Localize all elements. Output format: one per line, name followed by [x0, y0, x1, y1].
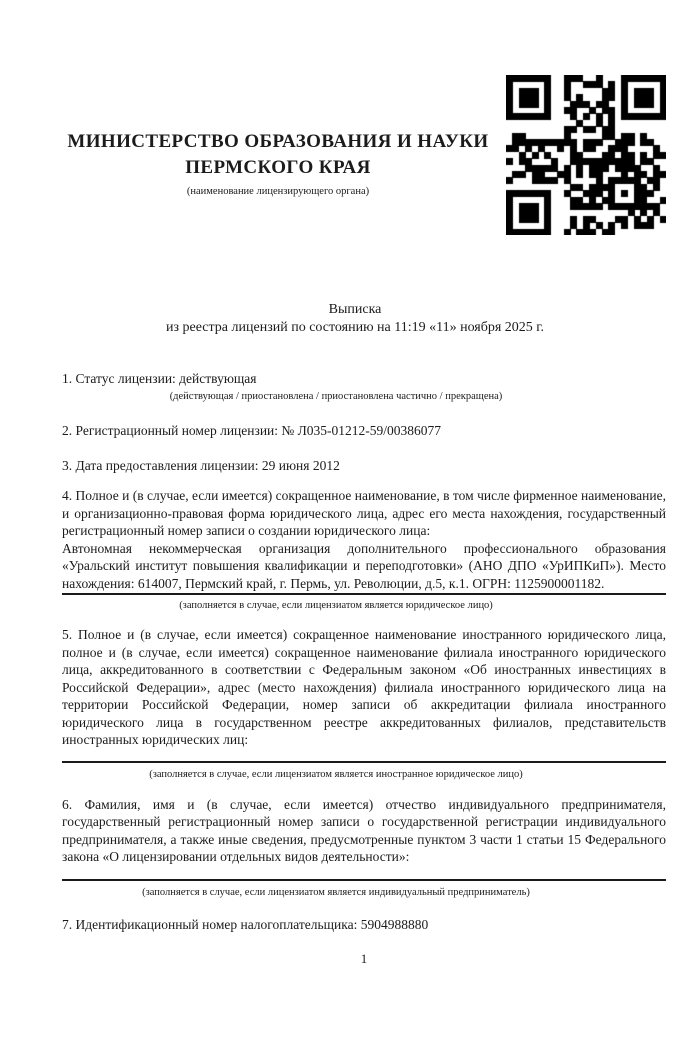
qr-code-icon	[506, 75, 666, 235]
section-1-license-status: 1. Статус лицензии: действующая	[62, 371, 257, 386]
ministry-name-line2: ПЕРМСКОГО КРАЯ	[185, 157, 371, 178]
section-4-caption: (заполняется в случае, если лицензиатом является юридическое лицо)	[179, 600, 493, 611]
ministry-name-line1: МИНИСТЕРСТВО ОБРАЗОВАНИЯ И НАУКИ	[67, 131, 489, 152]
section-5-foreign-entity	[62, 626, 666, 781]
section-5-text: 5. Полное и (в случае, если имеется) сокращенное наименование иностранного юридического лица, полное и (в случае, если имеется) сокращенное наименование филиала иностранного юридического лица, аккредитованного в соответствии с Федеральным законом «Об иностранных инвестициях в Российской Федерации», адрес (место нахождения) филиала иностранного юридического лица на территории Российской Федерации, номер записи об аккредитации филиала иностранного юридического лица в государственном реестре аккредитованных филиалов, представительств иностранных юридических лиц:	[62, 627, 666, 747]
section-6-individual-entrepreneur	[62, 796, 666, 899]
section-6-caption: (заполняется в случае, если лицензиатом является индивидуальный предприниматель)	[142, 886, 530, 898]
section-3-grant-date: 3. Дата предоставления лицензии: 29 июня 2012	[62, 458, 340, 473]
section-6-text: 6. Фамилия, имя и (в случае, если имеется) отчество индивидуального предпринимателя, государственный регистрационный номер записи о государственной регистрации индивидуального предпринимателя, а также иные сведения, предусмотренные пунктом 3 части 1 статьи 15 Федерального закона «О лицензировании отдельных видов деятельности»:	[62, 796, 666, 864]
authority-caption: (наименование лицензирующего органа)	[186, 186, 370, 197]
document-title	[62, 301, 648, 337]
document-header	[62, 75, 666, 235]
section-4-legal-entity	[62, 487, 666, 612]
page-number: 1	[360, 950, 368, 966]
section-4-fill-line	[62, 593, 666, 595]
section-7-taxpayer-number: 7. Идентификационный номер налогоплательщика: 5904988880	[62, 916, 429, 932]
section-5-caption: (заполняется в случае, если лицензиатом является иностранное юридическое лицо)	[149, 768, 523, 780]
document-page	[0, 75, 700, 1064]
section-4-text: 4. Полное и (в случае, если имеется) сокращенное наименование, в том числе фирменное наименование, и организационно-правовая форма юридического лица, адрес его места нахождения, государственный регистрационный номер записи о создании юридического лица:	[62, 488, 666, 538]
section-2-registration-number: 2. Регистрационный номер лицензии: № Л035-01212-59/00386077	[62, 423, 442, 438]
section-6-fill-line	[62, 879, 666, 881]
section-1-caption: (действующая / приостановлена / приостановлена частично / прекращена)	[169, 391, 503, 402]
licensing-authority-block	[62, 75, 506, 235]
document-title-line1: Выписка	[328, 302, 382, 317]
document-body	[62, 370, 666, 967]
section-4-value: Автономная некоммерческая организация дополнительного профессионального образования «Уральский институт повышения квалификации и переподготовки» (АНО ДПО «УрИПКиП»). Место нахождения: 614007, Пермский край, г. Пермь, ул. Революции, д.5, к.1. ОГРН: 1125900001182.	[62, 540, 666, 591]
section-5-fill-line	[62, 761, 666, 763]
document-title-line2: из реестра лицензий по состоянию на 11:19 «11» ноября 2025 г.	[166, 320, 544, 335]
